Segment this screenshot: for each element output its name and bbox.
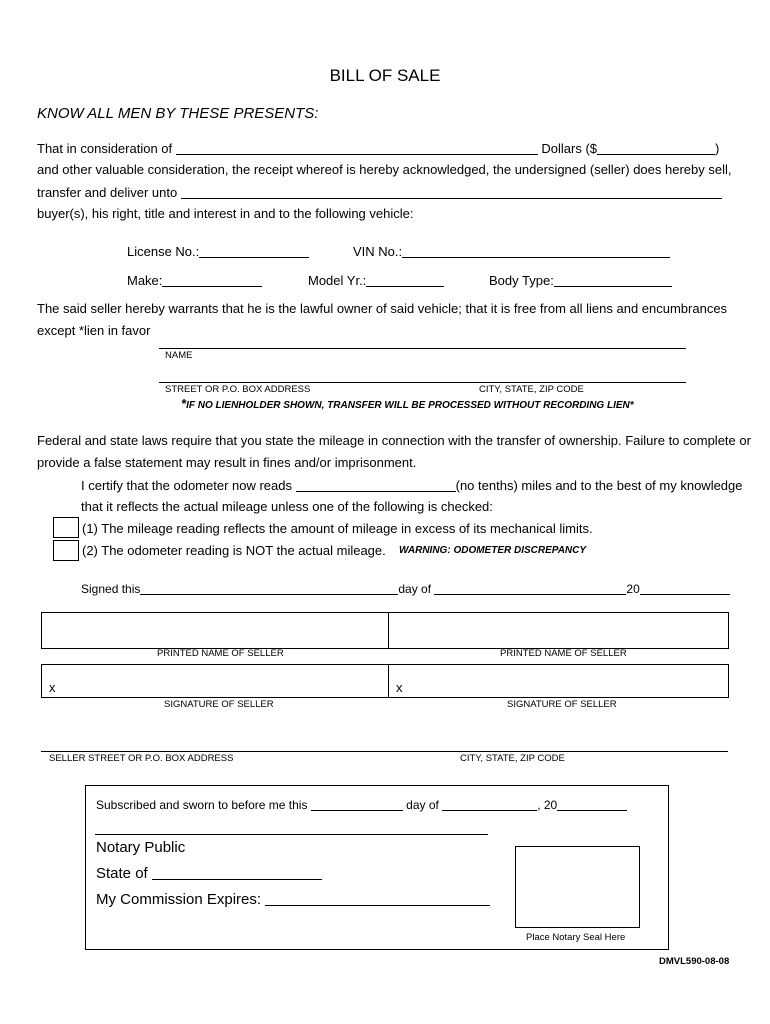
odometer-certify-row [81, 477, 743, 493]
make-row [127, 272, 262, 288]
lien-name-label: NAME [165, 350, 193, 361]
notary-signature-line[interactable] [95, 834, 488, 835]
notary-state-field[interactable] [152, 865, 322, 880]
model-year-field[interactable] [366, 272, 444, 287]
printed-name-seller-2-field[interactable] [388, 612, 729, 649]
commission-label: My Commission Expires: [96, 891, 262, 908]
signature-seller-2-field[interactable] [388, 664, 729, 698]
seller-city-label: CITY, STATE, ZIP CODE [460, 753, 565, 764]
signed-month-field[interactable] [434, 580, 626, 595]
consideration-line-4: buyer(s), his right, title and interest in and to the following vehicle: [37, 206, 414, 221]
model-year-label: Model Yr.: [308, 273, 367, 288]
signed-this-label: Signed this [81, 582, 141, 596]
notary-sworn-row [96, 796, 627, 812]
lien-address-label: STREET OR P.O. BOX ADDRESS [165, 384, 311, 395]
commission-row [96, 891, 490, 908]
dollars-label: Dollars ($ [541, 141, 598, 156]
notary-public-label: Notary Public [96, 839, 186, 856]
lienholder-name-line[interactable] [159, 348, 686, 349]
printed-name-label-left: PRINTED NAME OF SELLER [157, 648, 284, 659]
body-type-field[interactable] [554, 272, 672, 287]
certify-prefix: I certify that the odometer now reads [81, 478, 292, 493]
option-2-not: NOT [245, 543, 274, 558]
not-actual-mileage-checkbox[interactable] [53, 540, 79, 561]
body-type-label: Body Type: [489, 273, 554, 288]
vin-field[interactable] [402, 243, 670, 258]
warranty-line-1: The said seller hereby warrants that he is the lawful owner of said vehicle; that it is free from all liens and encumbrances [37, 301, 728, 316]
option-2-prefix: (2) The odometer reading is [82, 543, 246, 558]
license-row [127, 243, 309, 259]
lienholder-address-line[interactable] [159, 382, 686, 383]
lien-city-label: CITY, STATE, ZIP CODE [479, 384, 584, 395]
license-field[interactable] [199, 243, 309, 258]
odometer-warning: WARNING: ODOMETER DISCREPANCY [399, 545, 587, 556]
signed-day-field[interactable] [140, 580, 398, 595]
lien-note [181, 396, 634, 411]
vin-row [353, 243, 670, 259]
signature-x-right: x [396, 680, 403, 695]
signed-day-of-label: day of [398, 582, 432, 596]
seller-address-label: SELLER STREET OR P.O. BOX ADDRESS [49, 753, 234, 764]
seller-address-line[interactable] [41, 751, 728, 752]
option-2-label [82, 543, 386, 558]
signature-label-right: SIGNATURE OF SELLER [507, 699, 617, 710]
odometer-reading-field[interactable] [296, 477, 456, 492]
lien-asterisk: * [181, 396, 187, 411]
certify-suffix: (no tenths) miles and to the best of my knowledge [455, 478, 743, 493]
dollars-amount-field[interactable] [597, 140, 715, 155]
notary-day-of-label: day of [406, 798, 439, 812]
signed-year-prefix: 20 [626, 582, 640, 596]
commission-expires-field[interactable] [265, 891, 490, 906]
reflects-line: that it reflects the actual mileage unless one of the following is checked: [81, 499, 493, 514]
signature-seller-1-field[interactable] [41, 664, 389, 698]
mileage-notice-2: provide a false statement may result in fines and/or imprisonment. [37, 455, 417, 470]
signed-year-field[interactable] [640, 580, 730, 595]
consideration-prefix: That in consideration of [37, 141, 173, 156]
option-1-label: (1) The mileage reading reflects the amount of mileage in excess of its mechanical limits. [82, 521, 593, 536]
signature-label-left: SIGNATURE OF SELLER [164, 699, 274, 710]
option-2-suffix: the actual mileage. [273, 543, 386, 558]
consideration-line-1 [37, 140, 719, 156]
lien-note-text: IF NO LIENHOLDER SHOWN, TRANSFER WILL BE PROCESSED WITHOUT RECORDING LIEN* [186, 400, 634, 411]
form-number: DMVL590-08-08 [659, 956, 730, 967]
notary-seal-box[interactable] [515, 846, 640, 928]
buyer-name-field[interactable] [181, 184, 722, 199]
consideration-line-2: and other valuable consideration, the receipt whereof is hereby acknowledged, the undersigned (seller) does hereby sell, [37, 162, 732, 177]
license-label: License No.: [127, 244, 200, 259]
mileage-notice-1: Federal and state laws require that you state the mileage in connection with the transfer of ownership. Failure to complete or [37, 433, 751, 448]
notary-day-field[interactable] [311, 796, 403, 811]
model-year-row [308, 272, 444, 288]
notary-month-field[interactable] [442, 796, 537, 811]
state-of-row [96, 865, 322, 882]
printed-name-seller-1-field[interactable] [41, 612, 389, 649]
body-type-row [489, 272, 672, 288]
vin-label: VIN No.: [353, 244, 403, 259]
warranty-line-2: except *lien in favor [37, 323, 151, 338]
signature-x-left: x [49, 680, 56, 695]
document-title: BILL OF SALE [329, 66, 441, 85]
sworn-prefix: Subscribed and sworn to before me this [96, 798, 308, 812]
dollars-close: ) [715, 141, 720, 156]
signed-row [81, 580, 730, 596]
printed-name-label-right: PRINTED NAME OF SELLER [500, 648, 627, 659]
notary-seal-label: Place Notary Seal Here [526, 932, 626, 943]
make-label: Make: [127, 273, 163, 288]
notary-year-prefix: , 20 [537, 798, 558, 812]
transfer-label: transfer and deliver unto [37, 185, 178, 200]
document-subtitle: KNOW ALL MEN BY THESE PRESENTS: [37, 105, 319, 122]
make-field[interactable] [162, 272, 262, 287]
mechanical-limits-checkbox[interactable] [53, 517, 79, 538]
consideration-amount-words-field[interactable] [176, 140, 538, 155]
consideration-line-3 [37, 184, 722, 200]
notary-year-field[interactable] [557, 796, 627, 811]
state-of-label: State of [96, 865, 148, 882]
